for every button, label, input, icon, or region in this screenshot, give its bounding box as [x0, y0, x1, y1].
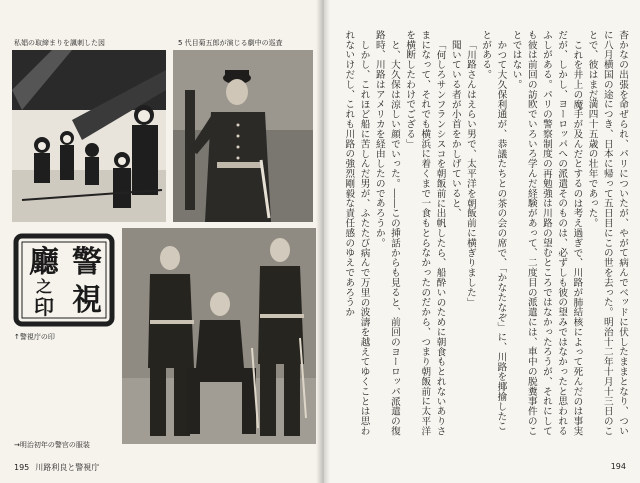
kikugoro-photo	[173, 50, 313, 222]
right-page	[322, 0, 640, 483]
meiji-police-photo	[122, 228, 316, 444]
paragraph: 「川路さんはえらい男で、太平洋を朝飯前に横ぎりました」	[464, 39, 476, 307]
paragraph: しかし、これほど船に苦しんだ男が、ふたたび病んで万里の波濤を越えてゆくことは思われないけだし、これも川路の強烈剛毅な責任感のゆえであろうか	[343, 30, 370, 436]
seal-char-5: 印	[34, 295, 54, 319]
seal-char-4: 之	[35, 277, 53, 296]
paragraph: 「何しろサンフランシスコを朝飯前に出帆したら、船酔いのために朝食もとれないありさまになって、それでも横浜に着くまで一食もとらなかったのだから、つまり朝飯前に太平洋を横断したわけでござる」	[404, 30, 446, 436]
seal-char-3: 廳	[29, 245, 59, 280]
seal-char-1: 警	[72, 245, 102, 280]
body-text	[330, 30, 630, 440]
paragraph: かつて大久保利通が、恭議たちとの茶の会の席で、「かなたなぞ」に、川路を揶揄したことがある。	[480, 30, 507, 431]
paragraph: と、大久保は涼しい顔でいった。――この挿話からも見ると、前回のヨーロッパ派遣の復路時、川路はアメリカを経由したのであろうか。	[373, 30, 400, 436]
seal-char-2: 視	[72, 283, 102, 318]
police-seal	[12, 232, 116, 328]
book-gutter	[316, 0, 330, 483]
paragraph: 聞いている者が小首をかしげていると、	[449, 39, 461, 218]
caption-kikugoro: 5 代目菊五郎が演じる劇中の巡査	[178, 39, 283, 47]
left-footer	[14, 462, 99, 473]
right-page-number: 194	[610, 462, 626, 471]
caption-seal: ↑警視庁の印	[14, 333, 55, 341]
satire-illustration	[12, 50, 166, 222]
left-page-number: 195	[14, 463, 30, 472]
caption-uniform: →明治初年の警官の服装	[14, 441, 90, 449]
paragraph: 杳かなの出張を命ぜられ、パリについたが、やがて病んでベッドに伏したままとなり、ついに八月横国の途につき、日本に帰って五日目にこの世を去った。明治十二年十月十三日のことで、彼はまだ満四十五歳の壮年であった。	[586, 30, 628, 436]
paragraph: これを井上の魔手が及んだとするのは考え過ぎで、川路が肺結核によって死んだのは事実だが、しかし、ヨーロッパへの派遣そのものは、必ずしも彼の望みではなかったと思われるふしがある。パリの警察制度の再勉強は川路の望むところではなかったろうが、それにしても彼は前回の訪欧でいろいろ学んだ経験があって、二度目の派遣には、車中の脱糞事件のことではない。	[510, 30, 583, 436]
running-head: 川路利良と警視庁	[35, 463, 100, 472]
caption-satire: 私娼の取締まりを諷刺した図	[14, 39, 105, 47]
